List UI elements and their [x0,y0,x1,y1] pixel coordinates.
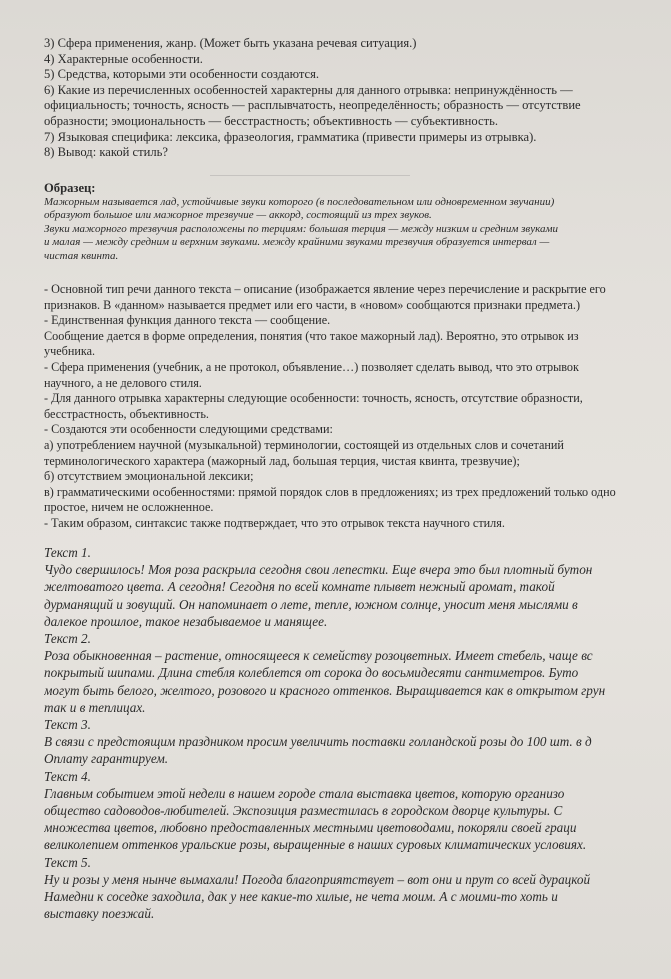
text-heading: Текст 2. [44,631,91,647]
analysis-line: признаков. В «данном» называется предмет или его части, в «новом» сообщаются признаки предмета.) [44,297,581,312]
text-line: великолепием оттенков уральские розы, выращенные в наших суровых климатических условиях. [44,837,587,853]
section-divider [210,175,410,176]
sample-heading: Образец: [44,181,96,195]
sample-line: образуют большое или мажорное трезвучие — аккорд, состоящий из трех звуков. [44,209,432,222]
criteria-item: 4) Характерные особенности. [44,51,203,66]
analysis-line: простое, ничем не осложненное. [44,500,214,515]
analysis-line: - Для данного отрывка характерны следующие особенности: точность, ясность, отсутствие образности, [44,391,583,406]
criteria-item: 5) Средства, которыми эти особенности создаются. [44,67,320,82]
criteria-item: 6) Какие из перечисленных особенностей характерны для данного отрывка: непринуждённость — [44,82,573,97]
sample-line: чистая квинта. [44,249,119,262]
text-line: Намедни к соседке заходила, дак у нее какие-то хилые, не чета моим. А с моими-то хоть и [44,889,558,905]
analysis-criteria-list [44,36,671,161]
text-line: дурманящий и зовущий. Он напоминает о лете, тепле, южном солнце, уносит меня мыслями в [44,596,578,612]
text-line: общество садоводов-любителей. Экспозиция разместилась в городском дворце культуры. С [44,803,563,819]
analysis-line: бесстрастность, объективность. [44,406,209,421]
analysis-line: учебника. [44,344,96,359]
criteria-item: образности; эмоциональность — бесстрастность; объективность — субъективность. [44,113,499,128]
analysis-line: - Сфера применения (учебник, а не протокол, объявление…) позволяет сделать вывод, что это отрывок [44,359,579,374]
text-line: Ну и розы у меня нынче вымахали! Погода благоприятствует – вот они и прут со всей дурацкой [44,871,591,887]
text-line: могут быть белого, желтого, розового и красного оттенков. Выращивается как в открытом грун [44,682,606,698]
analysis-line: б) отсутствием эмоциональной лексики; [44,469,254,484]
sample-line: Звуки мажорного трезвучия расположены по терциям: большая терция — между низким и средним звуками [44,222,558,235]
analysis-line: Сообщение дается в форме определения, понятия (что такое мажорный лад). Вероятно, это отрывок из [44,328,579,343]
criteria-item: 3) Сфера применения, жанр. (Может быть указана речевая ситуация.) [44,36,417,50]
analysis-line: - Единственная функция данного текста — сообщение. [44,313,331,328]
text-line: В связи с предстоящим праздником просим увеличить поставки голландской розы до 100 шт. в д [44,734,592,750]
analysis-line: - Таким образом, синтаксис также подтверждает, что это отрывок текста научного стиля. [44,515,505,530]
analysis-line: а) употреблением научной (музыкальной) терминологии, состоящей из отдельных слов и сочетаний [44,437,564,452]
text-line: покрытый шипами. Длина стебля колеблется от сорока до восьмидесяти сантиметров. Буто [44,665,579,681]
sample-passage [44,196,671,263]
text-line: желтоватого цвета. А сегодня! Сегодня по всей комнате плывет нежный аромат, такой [44,579,555,595]
exercise-texts [44,544,671,922]
sample-line: Мажорным называется лад, устойчивые звуки которого (в последовательном или одновременном звучании) [44,196,555,208]
text-heading: Текст 4. [44,768,91,784]
criteria-item: официальность; точность, ясность — расплывчатость, неопределённость; образность — отсутствие [44,98,581,113]
sample-line: и малая — между средним и верхним звуками. между крайними звуками трезвучия образуется интервал — [44,236,550,249]
text-heading: Текст 5. [44,854,91,870]
text-line: далекое прошлое, такое незабываемое и манящее. [44,613,328,629]
text-heading: Текст 1. [44,545,91,560]
text-line: Оплату гарантируем. [44,751,169,767]
text-line: выставку поезжай. [44,906,155,922]
sample-analysis [44,282,671,532]
criteria-item: 8) Вывод: какой стиль? [44,145,168,160]
text-line: Роза обыкновенная – растение, относящееся к семейству розоцветных. Имеет стебель, чаще вс [44,648,593,664]
analysis-line: терминологического характера (мажорный лад, большая терция, чистая квинта, трезвучие); [44,453,520,468]
analysis-line: - Создаются эти особенности следующими средствами: [44,422,333,437]
criteria-item: 7) Языковая специфика: лексика, фразеология, грамматика (привести примеры из отрывка). [44,129,537,144]
text-line: так и в теплицах. [44,699,146,715]
text-heading: Текст 3. [44,717,91,733]
text-line: Чудо свершилось! Моя роза раскрыла сегодня свои лепестки. Еще вчера это был плотный бутон [44,562,593,578]
analysis-line: - Основной тип речи данного текста – описание (изображается явление через перечисление и раскрытие его [44,282,606,296]
analysis-line: в) грамматическими особенностями: прямой порядок слов в предложениях; из трех предложений только одно [44,484,616,499]
text-line: Главным событием этой недели в нашем городе стала выставка цветов, которую организо [44,785,565,801]
analysis-line: научного, а не делового стиля. [44,375,202,390]
text-line: множества цветов, любовно предоставленных местными цветоводами, покоряли своей граци [44,820,577,836]
